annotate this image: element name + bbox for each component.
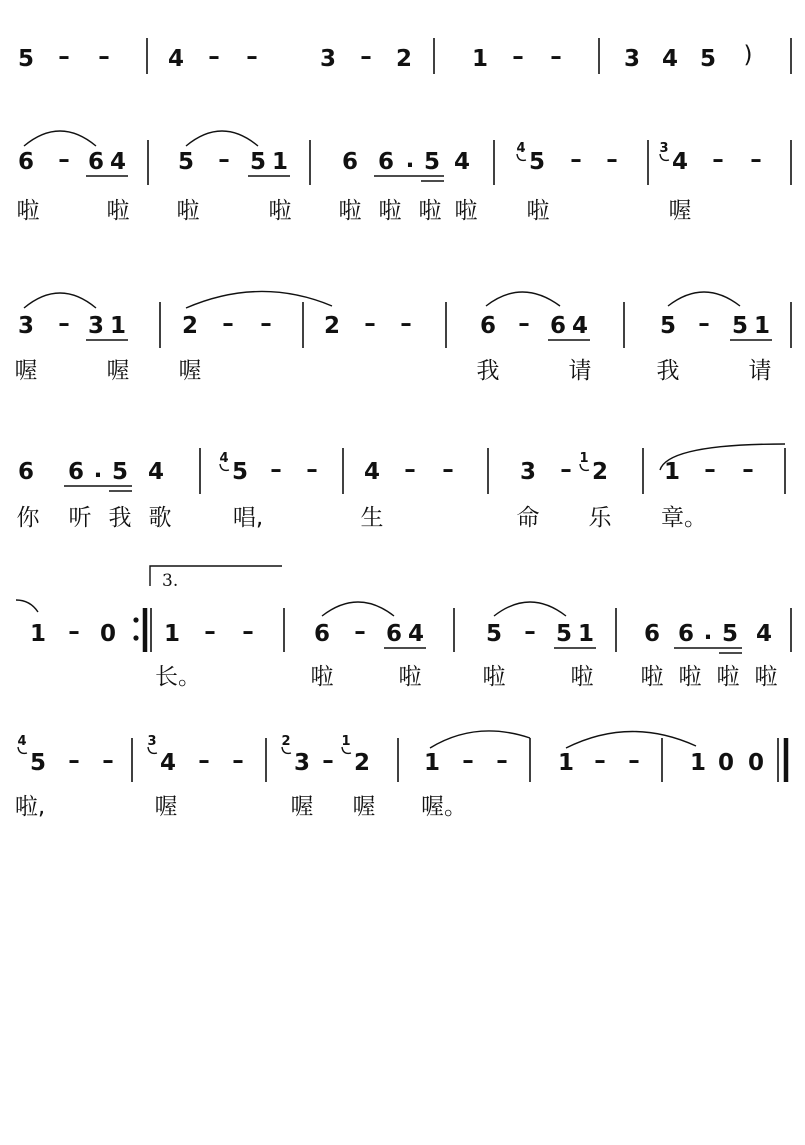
note: 0 [99, 621, 117, 647]
lyric: 啦 [716, 664, 740, 690]
slur [486, 292, 560, 306]
note: 4 [661, 46, 679, 72]
slur [186, 291, 332, 308]
dash: – [550, 44, 562, 70]
note: 5 [249, 149, 267, 175]
lyric: 啦 [526, 198, 550, 224]
lyric: 啦 [310, 664, 334, 690]
lyric: 喔。 [421, 794, 467, 820]
dash: – [512, 44, 524, 70]
dash: – [704, 457, 716, 483]
note: 6 [677, 621, 695, 647]
dash: – [364, 311, 376, 337]
dash: – [712, 147, 724, 173]
note: 6 [341, 149, 359, 175]
note: 5 [231, 459, 249, 485]
dash: – [58, 147, 70, 173]
lyric: 喔 [352, 794, 376, 820]
note: 3 [293, 750, 311, 776]
dash: – [218, 147, 230, 173]
slur [24, 131, 96, 146]
note: 5 [721, 621, 739, 647]
lyric: 听 [68, 505, 92, 531]
note: 5 [423, 149, 441, 175]
lyric: 唱, [232, 505, 264, 531]
dash: – [442, 457, 454, 483]
note: 1 [109, 313, 127, 339]
note: 2 [395, 46, 413, 72]
dash: – [68, 748, 80, 774]
note: 4 [159, 750, 177, 776]
dash: – [570, 147, 582, 173]
grace-note: 2 [281, 734, 291, 749]
note: 5 [111, 459, 129, 485]
dash: – [58, 311, 70, 337]
note: 3 [623, 46, 641, 72]
dash: – [270, 457, 282, 483]
lyric: 喔 [154, 794, 178, 820]
final-barline [778, 738, 786, 782]
score-system-2 [17, 131, 792, 224]
note: 2 [591, 459, 609, 485]
slur [322, 602, 394, 616]
dash: – [102, 748, 114, 774]
score-system-1 [18, 38, 791, 74]
note: 6 [643, 621, 661, 647]
note: 5 [177, 149, 195, 175]
dash: – [306, 457, 318, 483]
note: 6 [17, 459, 35, 485]
note: 1 [163, 621, 181, 647]
lyric: 啦, [14, 794, 46, 820]
slur [566, 731, 696, 748]
slur [668, 292, 740, 306]
lyric: 啦 [640, 664, 664, 690]
lyric: 喔 [668, 198, 692, 224]
note: 6 [87, 149, 105, 175]
grace-note: 3 [659, 141, 669, 156]
dash: – [698, 311, 710, 337]
lyric: 啦 [378, 198, 402, 224]
note: 5 [528, 149, 546, 175]
note: 4 [407, 621, 425, 647]
note: 6 [17, 149, 35, 175]
note: 5 [17, 46, 35, 72]
lyric: 喔 [178, 358, 202, 384]
note: 0 [717, 750, 735, 776]
lyric: 啦 [418, 198, 442, 224]
note: 1 [471, 46, 489, 72]
note: 1 [29, 621, 47, 647]
dash: – [354, 619, 366, 645]
lyric: 喔 [106, 358, 130, 384]
dash: – [232, 748, 244, 774]
dash: – [98, 44, 110, 70]
note: 2 [181, 313, 199, 339]
dot: . [703, 619, 713, 645]
score-system-3 [15, 291, 792, 384]
grace-note: 3 [147, 734, 157, 749]
dash: – [360, 44, 372, 70]
note: 5 [485, 621, 503, 647]
note: 4 [109, 149, 127, 175]
slur [494, 602, 566, 616]
lyric: 啦 [268, 198, 292, 224]
closing-paren: ) [743, 42, 753, 68]
lyric: 啦 [482, 664, 506, 690]
dash: – [404, 457, 416, 483]
lyric: 啦 [570, 664, 594, 690]
dash: – [462, 748, 474, 774]
repeat-end-sign [133, 608, 151, 652]
note: 2 [353, 750, 371, 776]
note: 4 [671, 149, 689, 175]
slur [24, 293, 96, 308]
note: 1 [271, 149, 289, 175]
dash: – [606, 147, 618, 173]
note: 4 [453, 149, 471, 175]
grace-note: 1 [579, 451, 589, 466]
score-system-4 [17, 444, 786, 531]
lyric: 我 [108, 505, 132, 531]
lyric: 歌 [148, 505, 172, 531]
note: 3 [319, 46, 337, 72]
lyric: 命 [516, 505, 540, 531]
note: 6 [385, 621, 403, 647]
dash: – [524, 619, 536, 645]
dash: – [594, 748, 606, 774]
dash: – [242, 619, 254, 645]
dash: – [518, 311, 530, 337]
lyric: 我 [656, 358, 680, 384]
note: 1 [423, 750, 441, 776]
dash: – [560, 457, 572, 483]
score-system-5 [16, 566, 791, 690]
dash: – [68, 619, 80, 645]
lyric: 啦 [176, 198, 200, 224]
note: 6 [377, 149, 395, 175]
note: 4 [363, 459, 381, 485]
grace-note: 4 [17, 734, 27, 749]
score-system-6 [15, 731, 786, 820]
note: 2 [323, 313, 341, 339]
note: 3 [17, 313, 35, 339]
lyric: 啦 [454, 198, 478, 224]
dash: – [750, 147, 762, 173]
lyric: 啦 [106, 198, 130, 224]
lyric: 喔 [290, 794, 314, 820]
volta-label: 3. [162, 571, 179, 591]
grace-note: 4 [516, 141, 526, 156]
note: 4 [571, 313, 589, 339]
dash: – [628, 748, 640, 774]
lyric: 喔 [14, 358, 38, 384]
lyric: 啦 [398, 664, 422, 690]
lyric: 啦 [678, 664, 702, 690]
note: 6 [313, 621, 331, 647]
dash: – [58, 44, 70, 70]
slur-continuation [16, 600, 38, 612]
dash: – [742, 457, 754, 483]
lyric: 生 [360, 505, 384, 531]
dash: – [260, 311, 272, 337]
note: 5 [699, 46, 717, 72]
note: 4 [167, 46, 185, 72]
lyric: 章。 [661, 505, 707, 531]
note: 5 [29, 750, 47, 776]
grace-note: 1 [341, 734, 351, 749]
dash: – [208, 44, 220, 70]
dash: – [496, 748, 508, 774]
note: 3 [519, 459, 537, 485]
lyric: 乐 [588, 505, 612, 531]
note: 6 [549, 313, 567, 339]
note: 5 [555, 621, 573, 647]
lyric: 你 [16, 505, 40, 531]
lyric: 啦 [338, 198, 362, 224]
dash: – [246, 44, 258, 70]
note: 1 [689, 750, 707, 776]
note: 1 [663, 459, 681, 485]
note: 6 [479, 313, 497, 339]
dash: – [322, 748, 334, 774]
dash: – [222, 311, 234, 337]
note: 5 [659, 313, 677, 339]
lyric: 请 [568, 358, 592, 384]
note: 3 [87, 313, 105, 339]
dot: . [93, 457, 103, 483]
dot: . [405, 147, 415, 173]
note: 6 [67, 459, 85, 485]
slur [186, 131, 258, 146]
slur [430, 731, 530, 748]
note: 0 [747, 750, 765, 776]
grace-note: 4 [219, 451, 229, 466]
note: 1 [557, 750, 575, 776]
lyric: 请 [748, 358, 772, 384]
lyric: 啦 [16, 198, 40, 224]
note: 4 [147, 459, 165, 485]
lyric: 啦 [754, 664, 778, 690]
note: 4 [755, 621, 773, 647]
note: 1 [753, 313, 771, 339]
note: 5 [731, 313, 749, 339]
lyric: 我 [476, 358, 500, 384]
dash: – [198, 748, 210, 774]
dash: – [400, 311, 412, 337]
lyric: 长。 [155, 664, 201, 690]
note: 1 [577, 621, 595, 647]
dash: – [204, 619, 216, 645]
